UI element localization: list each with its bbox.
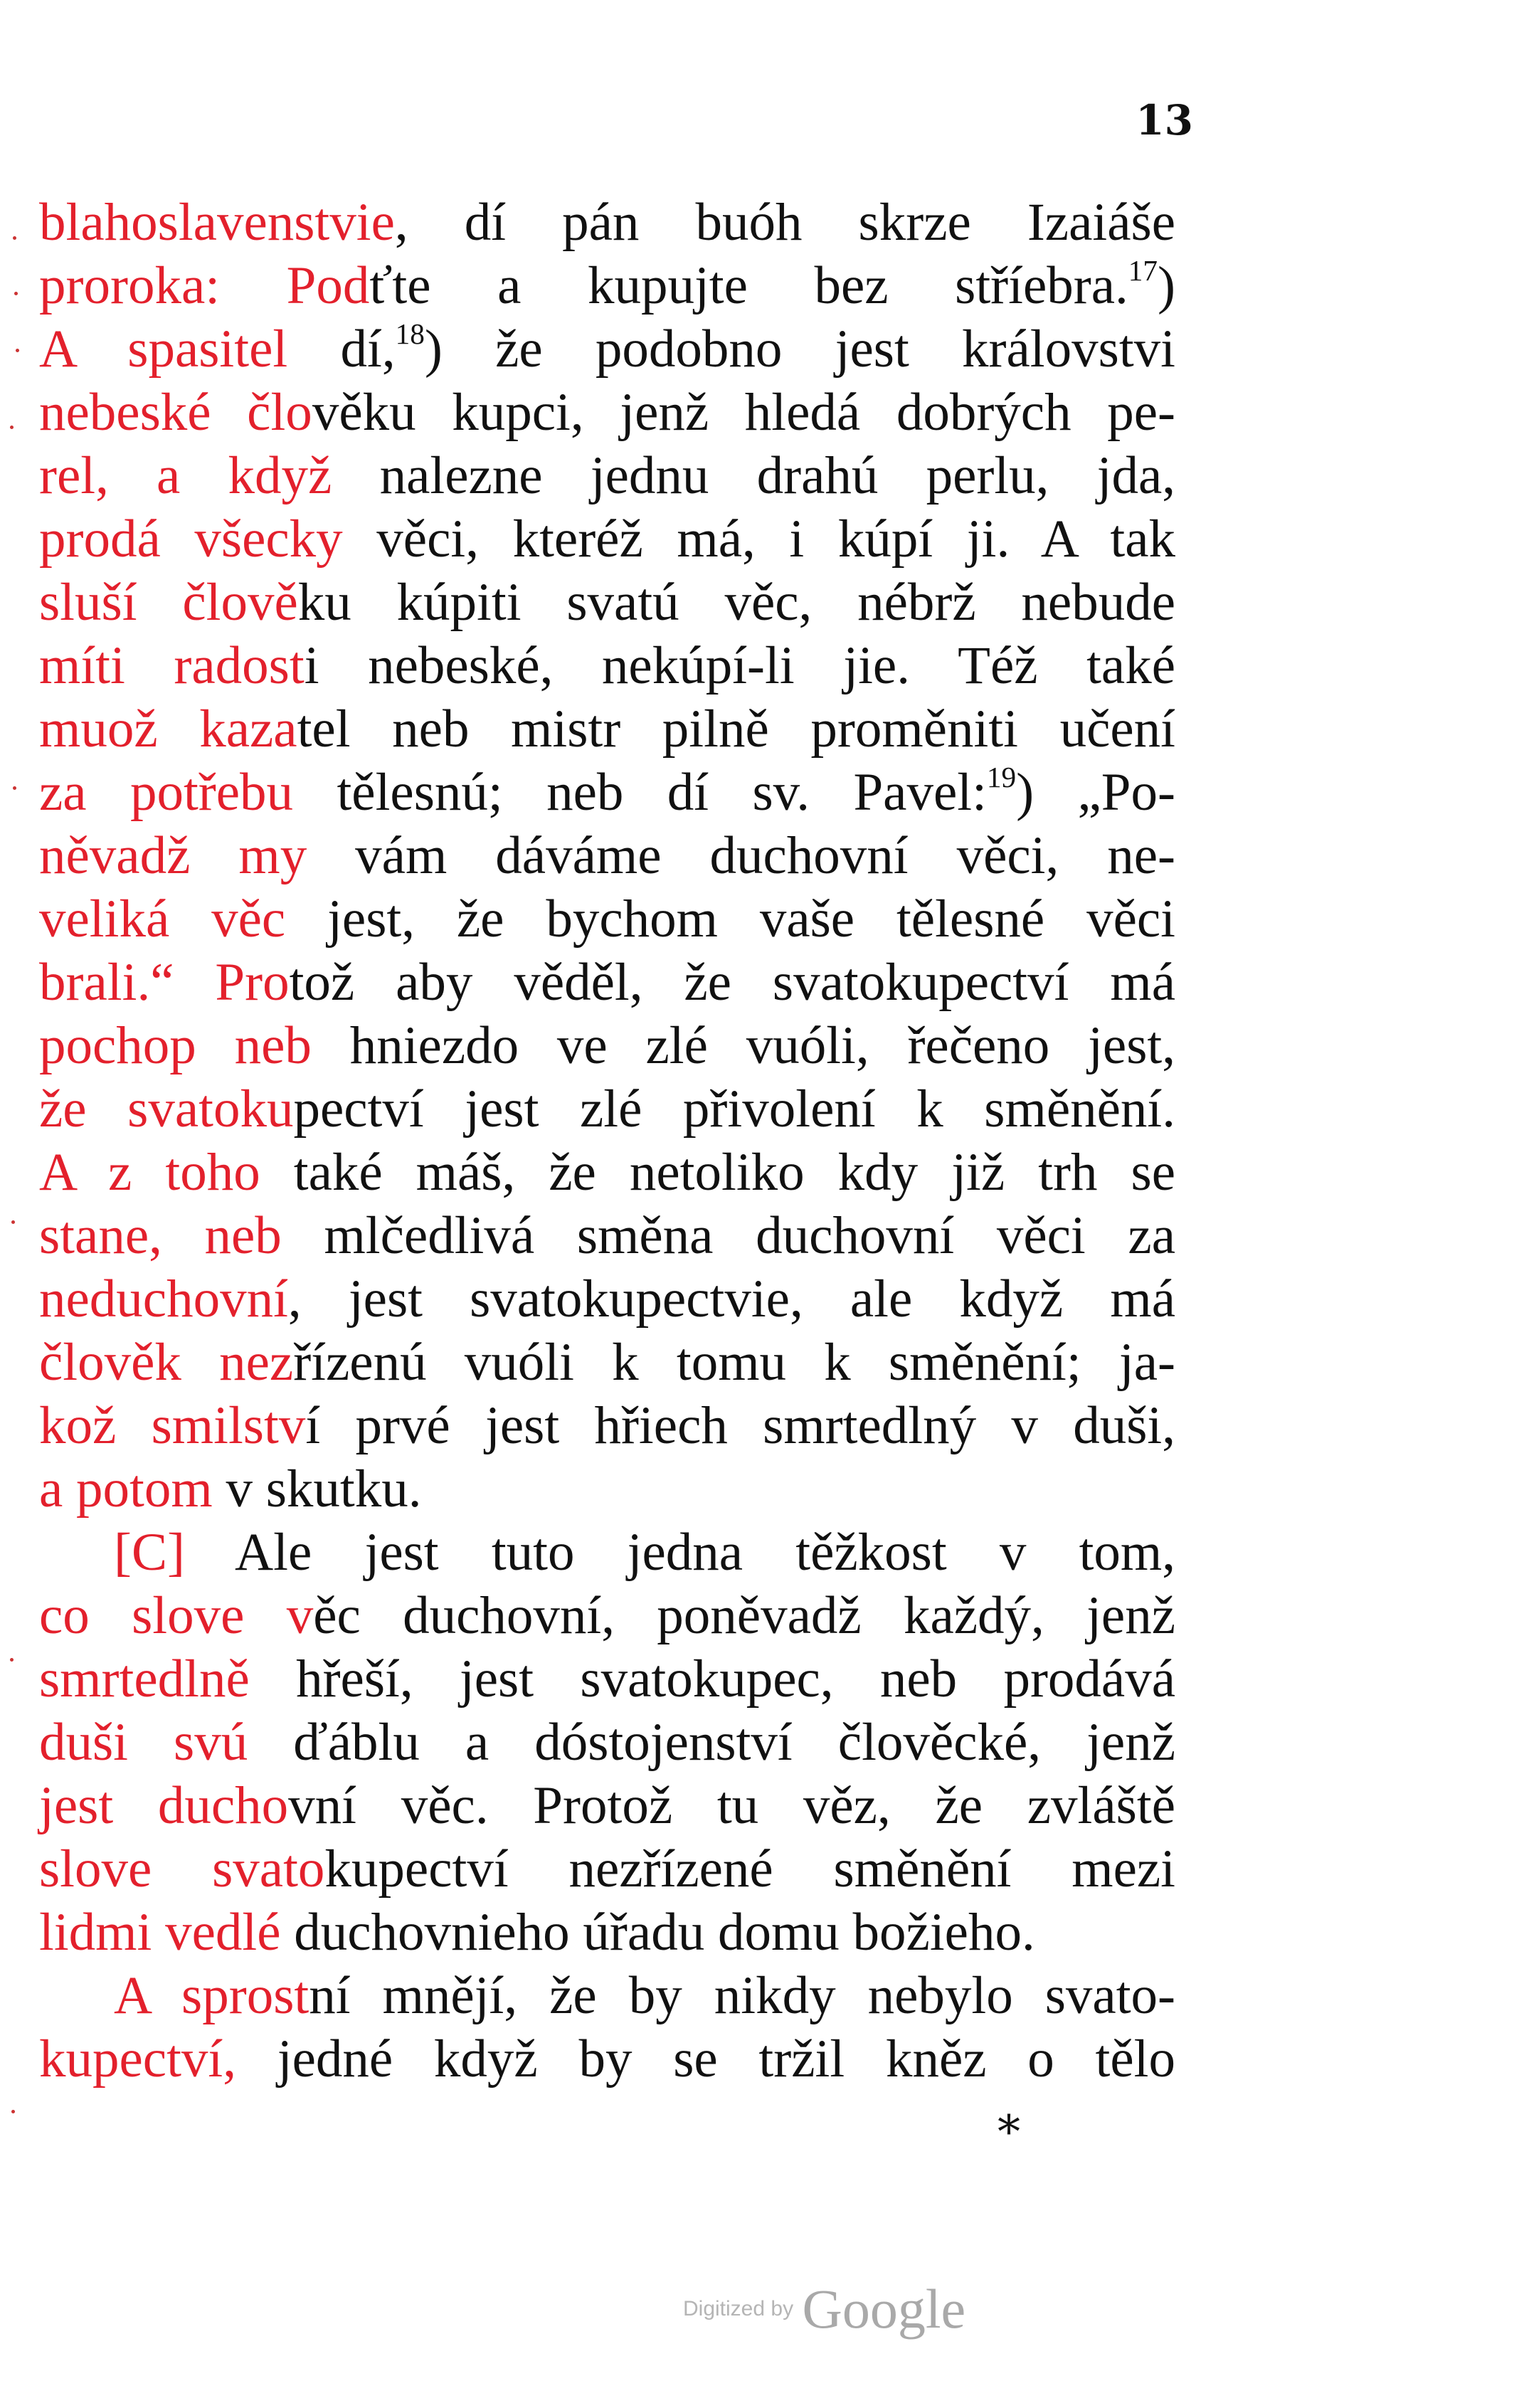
- text-segment: také máš, že netoliko kdy již trh se: [260, 1143, 1175, 1202]
- text-segment: hřeší, jest svatokupec, neb prodává: [249, 1649, 1175, 1709]
- rubric-text: co slove v: [39, 1586, 314, 1645]
- body-text: [39, 191, 1175, 2091]
- text-line: [39, 1711, 1175, 1774]
- text-segment: ěc duchovní, poněvadž každý, jenž: [313, 1586, 1175, 1645]
- rubric-text: kupectví,: [39, 2029, 237, 2088]
- rubric-text: muož kaza: [39, 699, 297, 759]
- rubric-text: nebeské člo: [39, 383, 312, 442]
- text-line: [39, 1457, 1175, 1521]
- rubric-text: blahoslavenstvie: [39, 193, 395, 252]
- text-segment: , dí pán buóh skrze Izaiáše: [394, 193, 1175, 252]
- text-segment: hniezdo ve zlé vuóli, řečeno jest,: [311, 1016, 1175, 1075]
- rubric-text: míti radost: [39, 636, 305, 695]
- text-segment: tož aby věděl, že svatokupectví má: [289, 953, 1175, 1012]
- text-line: [39, 1964, 1175, 2027]
- text-line: [39, 634, 1175, 697]
- text-line: [39, 1584, 1175, 1647]
- text-line: [39, 951, 1175, 1014]
- text-segment: , jest svatokupectvie, ale když má: [287, 1269, 1175, 1329]
- text-line: [39, 697, 1175, 761]
- signature-mark: *: [998, 2106, 1020, 2159]
- text-line: [39, 1774, 1175, 1837]
- text-line: [39, 317, 1175, 381]
- text-segment: věci, kteréž má, i kúpí ji. A tak: [342, 509, 1175, 569]
- margin-marks: [0, 0, 43, 2408]
- text-line: [39, 1077, 1175, 1141]
- rubric-text: neduchovní: [39, 1269, 288, 1329]
- text-segment: mlčedlivá směna duchovní věci za: [281, 1206, 1175, 1265]
- text-segment: ťte a kupujte bez stříebra.: [369, 256, 1128, 315]
- text-line: [39, 1267, 1175, 1331]
- rubric-text: A spasitel: [39, 320, 288, 379]
- rubric-text: stane, neb: [39, 1206, 282, 1265]
- text-line: [39, 571, 1175, 634]
- text-segment: pectví jest zlé přivolení k směnění.: [293, 1079, 1175, 1139]
- text-segment: vní věc. Protož tu věz, že zvláště: [288, 1776, 1175, 1835]
- text-line: [39, 1647, 1175, 1711]
- text-line: [39, 1141, 1175, 1204]
- rubric-text: že svatoku: [39, 1079, 294, 1139]
- rubric-text: rel, a když: [39, 446, 332, 505]
- margin-mark: [13, 236, 16, 240]
- text-line: [39, 444, 1175, 507]
- rubric-text: lidmi vedlé: [39, 1903, 281, 1962]
- rubric-text: a potom: [39, 1459, 213, 1519]
- text-segment: Ale jest tuto jedna těžkost v tom,: [184, 1523, 1175, 1582]
- rubric-text: slove svato: [39, 1839, 325, 1899]
- text-segment: ) „Po-: [1016, 763, 1175, 822]
- text-segment: jest, že bychom vaše tělesné věci: [285, 889, 1175, 949]
- margin-mark: [11, 2110, 15, 2113]
- text-segment: nalezne jednu drahú perlu, jda,: [332, 446, 1176, 505]
- rubric-text: kož smilstv: [39, 1396, 306, 1455]
- rubric-text: něvadž my: [39, 826, 307, 885]
- text-segment: dí,: [287, 320, 396, 379]
- rubric-text: člověk nez: [39, 1333, 294, 1392]
- text-segment: kupectví nezřízené směnění mezi: [324, 1839, 1175, 1899]
- text-segment: ku kúpiti svatú věc, nébrž nebude: [297, 573, 1175, 632]
- text-line: [39, 1394, 1175, 1457]
- text-segment: i nebeské, nekúpí-li jie. Též také: [304, 636, 1175, 695]
- text-line: [39, 381, 1175, 444]
- text-line: [39, 1837, 1175, 1901]
- text-segment: věku kupci, jenž hledá dobrých pe-: [312, 383, 1175, 442]
- text-segment: řízenú vuóli k tomu k směnění; ja-: [293, 1333, 1175, 1392]
- text-line: [39, 1521, 1175, 1584]
- text-line: [39, 191, 1175, 254]
- rubric-text: proroka:: [39, 256, 221, 315]
- text-line: [39, 254, 1175, 317]
- page-number: 13: [1136, 96, 1193, 144]
- margin-mark: [13, 786, 16, 790]
- text-segment: tel neb mistr pilně proměniti učení: [297, 699, 1175, 759]
- rubric-text: Pod: [286, 256, 370, 315]
- text-segment: [220, 256, 287, 315]
- text-segment: jedné když by se tržil kněz o tělo: [236, 2029, 1175, 2088]
- margin-mark: [10, 1658, 14, 1662]
- text-line: [39, 1204, 1175, 1267]
- margin-mark: [11, 1220, 15, 1224]
- text-segment: vám dáváme duchovní věci, ne-: [307, 826, 1175, 885]
- text-segment: duchovnieho úřadu domu božieho.: [280, 1903, 1035, 1962]
- text-line: [39, 2027, 1175, 2091]
- watermark-prefix: Digitized by: [683, 2297, 794, 2320]
- rubric-text: pochop neb: [39, 1016, 312, 1075]
- text-segment: ďáblu a dóstojenství člověcké, jenž: [248, 1713, 1175, 1772]
- margin-mark: [14, 292, 18, 295]
- rubric-text: prodá všecky: [39, 509, 343, 569]
- text-segment: tělesnú; neb dí sv. Pavel:: [293, 763, 987, 822]
- text-segment: ) že podobno jest královstvi: [424, 320, 1175, 379]
- text-line: [39, 761, 1175, 824]
- text-line: [39, 1014, 1175, 1077]
- rubric-text: sluší člově: [39, 573, 298, 632]
- rubric-text: [C]: [114, 1523, 185, 1582]
- text-line: [39, 1901, 1175, 1964]
- margin-mark: [16, 349, 19, 352]
- text-line: [39, 507, 1175, 571]
- digitization-watermark: [683, 2277, 965, 2341]
- footnote-ref: 17: [1128, 253, 1158, 287]
- rubric-text: jest ducho: [39, 1776, 289, 1835]
- text-segment: ): [1158, 256, 1176, 315]
- text-segment: í prvé jest hřiech smrtedlný v duši,: [305, 1396, 1175, 1455]
- rubric-text: A sprost: [114, 1966, 309, 2025]
- rubric-text: veliká věc: [39, 889, 286, 949]
- text-line: [39, 887, 1175, 951]
- text-line: [39, 824, 1175, 887]
- rubric-text: duši svú: [39, 1713, 248, 1772]
- rubric-text: smrtedlně: [39, 1649, 250, 1709]
- rubric-text: za potřebu: [39, 763, 294, 822]
- footnote-ref: 18: [395, 317, 425, 350]
- text-segment: ní mnějí, že by nikdy nebylo svato-: [309, 1966, 1176, 2025]
- text-line: [39, 1331, 1175, 1394]
- text-segment: v skutku.: [212, 1459, 422, 1519]
- rubric-text: brali.“ Pro: [39, 953, 290, 1012]
- footnote-ref: 19: [986, 760, 1017, 793]
- rubric-text: A z toho: [39, 1143, 260, 1202]
- watermark-brand: Google: [802, 2278, 966, 2340]
- margin-mark: [10, 426, 14, 429]
